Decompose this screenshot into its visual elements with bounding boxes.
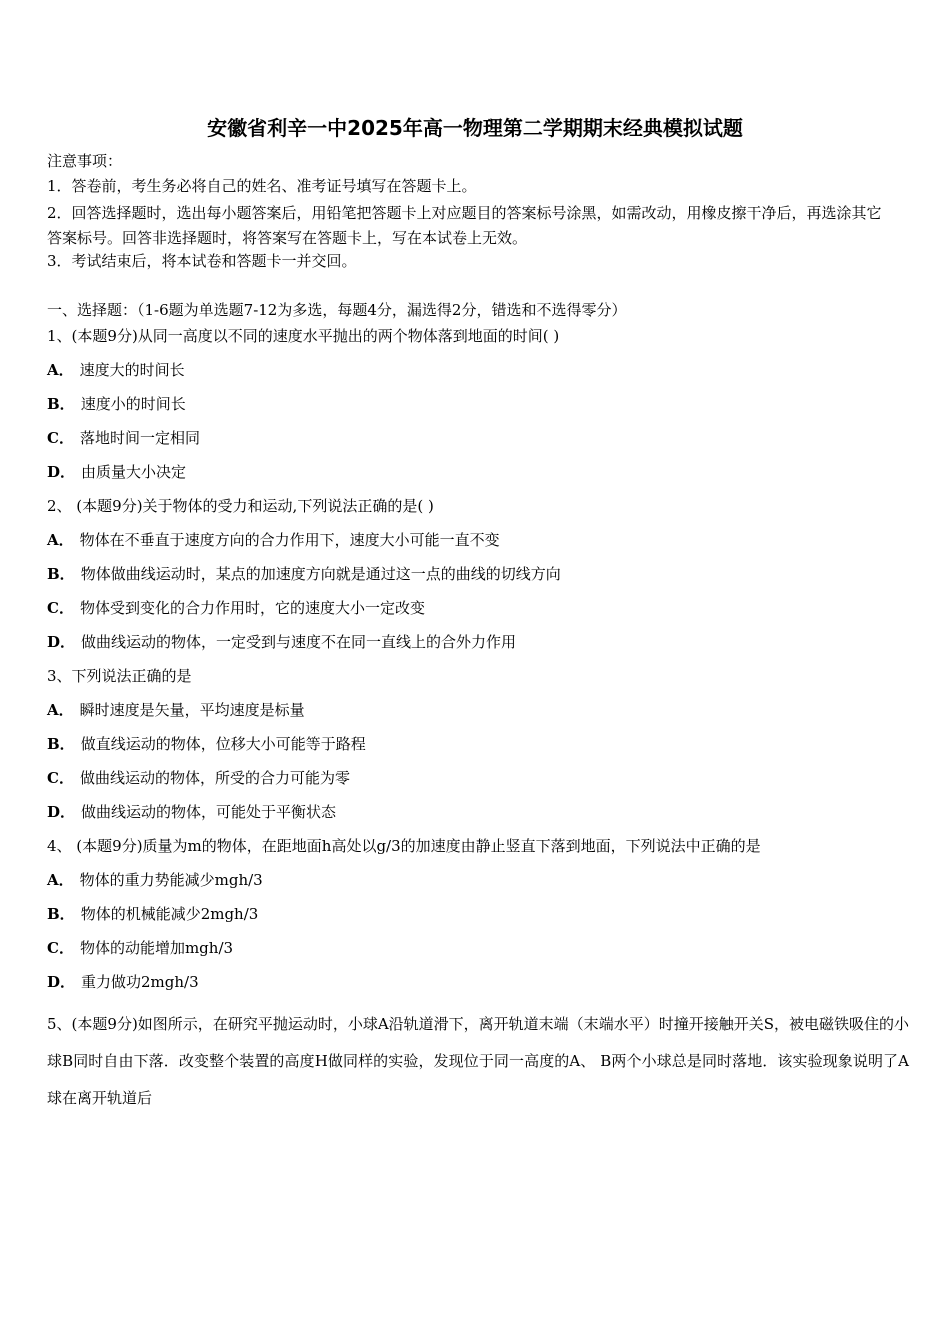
question-4-option-c bbox=[47, 938, 233, 958]
option-text: 做曲线运动的物体，所受的合力可能为零 bbox=[79, 769, 350, 787]
option-text: 做曲线运动的物体，可能处于平衡状态 bbox=[81, 803, 337, 821]
question-4-stem: 4、 (本题9分)质量为m的物体，在距地面h高处以g/3的加速度由静止竖直下落到地面，下列说法中正确的是 bbox=[47, 837, 761, 855]
option-text: 物体的机械能减少2mgh/3 bbox=[80, 905, 259, 923]
notes-item-2: 2．回答选择题时，选出每小题答案后，用铅笔把答题卡上对应题目的答案标号涂黑，如需改动，用橡皮擦干净后，再选涂其它答案标号。回答非选择题时，将答案写在答题卡上，写在本试卷上无效。 bbox=[47, 204, 882, 247]
option-text: 落地时间一定相同 bbox=[79, 429, 200, 447]
question-3-option-d bbox=[47, 802, 336, 822]
question-4-option-b bbox=[47, 904, 258, 924]
option-label: A． bbox=[47, 871, 74, 889]
option-label: D． bbox=[47, 633, 76, 651]
option-label: A． bbox=[47, 361, 74, 379]
question-1-option-c bbox=[47, 428, 200, 448]
option-text: 物体在不垂直于速度方向的合力作用下，速度大小可能一直不变 bbox=[79, 531, 500, 549]
option-label: B． bbox=[47, 735, 75, 753]
option-label: C． bbox=[47, 429, 74, 447]
question-4-option-d bbox=[47, 972, 199, 992]
option-label: A． bbox=[47, 701, 74, 719]
page-title: 安徽省利辛一中2025年高一物理第二学期期末经典模拟试题 bbox=[207, 116, 743, 140]
option-label: B． bbox=[47, 565, 75, 583]
option-label: D． bbox=[47, 803, 76, 821]
option-label: C． bbox=[47, 769, 74, 787]
option-label: D． bbox=[47, 463, 76, 481]
question-3-option-a bbox=[47, 700, 305, 720]
option-text: 速度大的时间长 bbox=[79, 361, 185, 379]
notes-item-3: 3．考试结束后，将本试卷和答题卡一并交回。 bbox=[47, 252, 357, 270]
option-text: 做直线运动的物体，位移大小可能等于路程 bbox=[80, 735, 366, 753]
option-label: D． bbox=[47, 973, 76, 991]
option-label: A． bbox=[47, 531, 74, 549]
question-2-option-c bbox=[47, 598, 425, 618]
option-text: 重力做功2mgh/3 bbox=[81, 973, 199, 991]
option-text: 由质量大小决定 bbox=[81, 463, 187, 481]
option-text: 瞬时速度是矢量，平均速度是标量 bbox=[79, 701, 305, 719]
option-text: 速度小的时间长 bbox=[80, 395, 186, 413]
option-text: 物体的重力势能减少mgh/3 bbox=[79, 871, 263, 889]
question-2-option-a bbox=[47, 530, 500, 550]
question-3-option-c bbox=[47, 768, 350, 788]
option-text: 物体做曲线运动时，某点的加速度方向就是通过这一点的曲线的切线方向 bbox=[80, 565, 561, 583]
option-label: B． bbox=[47, 905, 75, 923]
question-1-stem: 1、(本题9分)从同一高度以不同的速度水平抛出的两个物体落到地面的时间( ) bbox=[47, 327, 560, 345]
option-label: C． bbox=[47, 599, 74, 617]
option-text: 物体的动能增加mgh/3 bbox=[79, 939, 234, 957]
question-2-stem: 2、 (本题9分)关于物体的受力和运动,下列说法正确的是( ) bbox=[47, 497, 434, 515]
option-label: C． bbox=[47, 939, 74, 957]
question-1-option-b bbox=[47, 394, 186, 414]
option-label: B． bbox=[47, 395, 75, 413]
question-5-stem: 5、(本题9分)如图所示，在研究平抛运动时，小球A沿轨道滑下，离开轨道末端（末端水平）时撞开接触开关S，被电磁铁吸住的小球B同时自由下落．改变整个装置的高度H做同样的实验，发现位于同一高度的A、 B两个小球总是同时落地．该实验现象说明了A球在离开轨道后 bbox=[47, 1015, 909, 1107]
question-2-option-d bbox=[47, 632, 516, 652]
question-1-option-d bbox=[47, 462, 186, 482]
question-2-option-b bbox=[47, 564, 561, 584]
question-1-option-a bbox=[47, 360, 185, 380]
section-heading: 一、选择题：（1-6题为单选题7-12为多选，每题4分，漏选得2分，错选和不选得零分） bbox=[47, 301, 627, 319]
option-text: 做曲线运动的物体，一定受到与速度不在同一直线上的合外力作用 bbox=[81, 633, 517, 651]
question-4-option-a bbox=[47, 870, 263, 890]
question-3-stem: 3、下列说法正确的是 bbox=[47, 667, 192, 685]
notes-heading: 注意事项： bbox=[47, 152, 123, 170]
question-3-option-b bbox=[47, 734, 366, 754]
notes-item-1: 1．答卷前，考生务必将自己的姓名、准考证号填写在答题卡上。 bbox=[47, 177, 477, 195]
option-text: 物体受到变化的合力作用时，它的速度大小一定改变 bbox=[79, 599, 425, 617]
